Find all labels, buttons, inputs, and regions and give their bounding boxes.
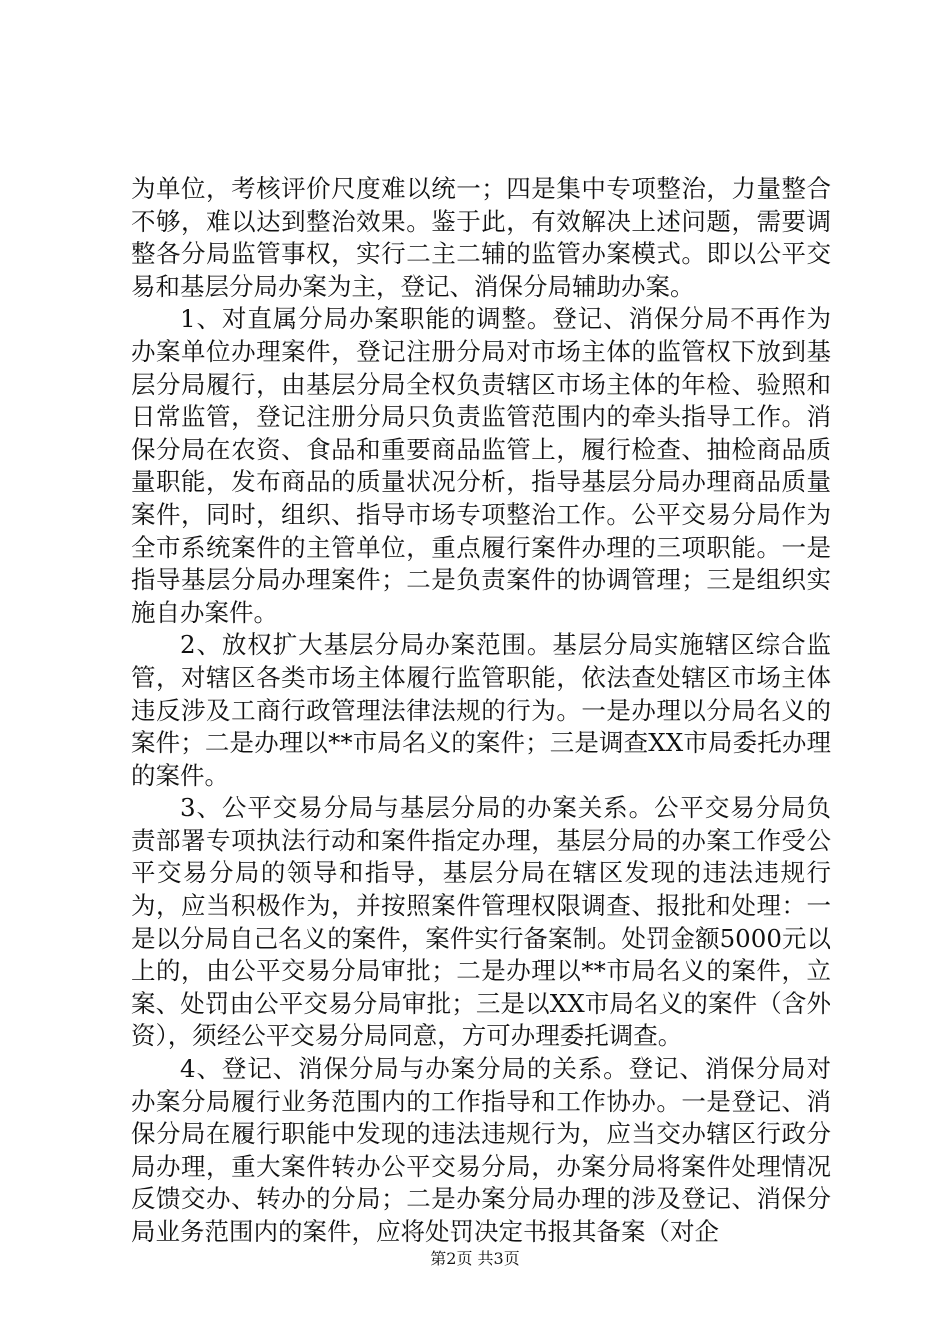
page-number-footer: 第2页 共3页: [430, 1249, 520, 1268]
document-body: [131, 173, 831, 1249]
paragraph-item-1: 1、对直属分局办案职能的调整。登记、消保分局不再作为办案单位办理案件，登记注册分局对市场主体的监管权下放到基层分局履行，由基层分局全权负责辖区市场主体的年检、验照和日常监管，登记注册分局只负责监管范围内的牵头指导工作。消保分局在农资、食品和重要商品监管上，履行检查、抽检商品质量职能，发布商品的质量状况分析，指导基层分局办理商品质量案件，同时，组织、指导市场专项整治工作。公平交易分局作为全市系统案件的主管单位，重点履行案件办理的三项职能。一是指导基层分局办理案件；二是负责案件的协调管理；三是组织实施自办案件。: [131, 304, 831, 627]
paragraph-item-4: 4、登记、消保分局与办案分局的关系。登记、消保分局对办案分局履行业务范围内的工作指导和工作协办。一是登记、消保分局在履行职能中发现的违法违规行为，应当交办辖区行政分局办理，重大案件转办公平交易分局，办案分局将案件处理情况反馈交办、转办的分局；二是办案分局办理的涉及登记、消保分局业务范围内的案件，应将处罚决定书报其备案（对企: [131, 1054, 831, 1246]
paragraph-continuation: 为单位，考核评价尺度难以统一；四是集中专项整治，力量整合不够，难以达到整治效果。鉴于此，有效解决上述问题，需要调整各分局监管事权，实行二主二辅的监管办案模式。即以公平交易和基层分局办案为主，登记、消保分局辅助办案。: [131, 174, 831, 301]
paragraph-item-2: 2、放权扩大基层分局办案范围。基层分局实施辖区综合监管，对辖区各类市场主体履行监管职能，依法查处辖区市场主体违反涉及工商行政管理法律法规的行为。一是办理以分局名义的案件；二是办理以**市局名义的案件；三是调查XX市局委托办理的案件。: [131, 630, 831, 790]
paragraph-item-3: 3、公平交易分局与基层分局的办案关系。公平交易分局负责部署专项执法行动和案件指定办理，基层分局的办案工作受公平交易分局的领导和指导，基层分局在辖区发现的违法违规行为，应当积极作为，并按照案件管理权限调查、报批和处理：一是以分局自己名义的案件，案件实行备案制。处罚金额5000元以上的，由公平交易分局审批；二是办理以**市局名义的案件，立案、处罚由公平交易分局审批；三是以XX市局名义的案件（含外资），须经公平交易分局同意，方可办理委托调查。: [131, 793, 831, 1051]
